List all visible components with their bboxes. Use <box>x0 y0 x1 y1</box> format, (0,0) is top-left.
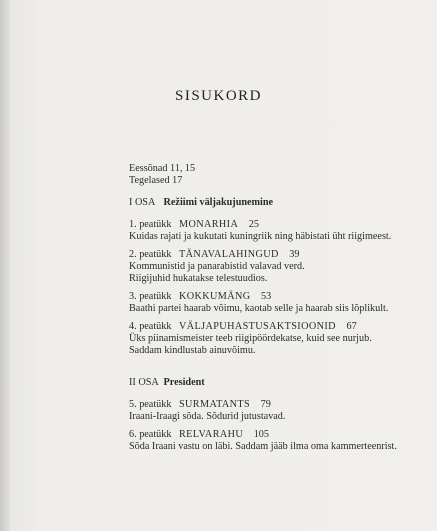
chapter-title: VÄLJAPUHASTUSAKTSIOONID <box>178 321 336 332</box>
chapter-page: 25 <box>248 219 259 230</box>
chapter-title: RELVARAHU <box>178 429 244 440</box>
chapter-title: MONARHIA <box>178 219 239 230</box>
front-matter-label: Eessõnad <box>129 163 168 174</box>
book-gutter <box>0 0 10 531</box>
chapter-page: 39 <box>289 249 300 260</box>
part-label: I OSA <box>129 197 156 208</box>
chapter-description: Saddam kindlustab ainuvõimu. <box>129 345 256 356</box>
front-matter-pages: 17 <box>172 175 183 186</box>
chapter-description: Iraani-Iraagi sõda. Sõdurid jutustavad. <box>129 411 286 422</box>
front-matter-item <box>129 175 419 187</box>
table-of-contents <box>129 163 419 453</box>
chapter-description: Kuidas rajati ja kukutati kuningriik ning häbistati üht riigimeest. <box>129 231 392 242</box>
chapter-number: 4. peatükk <box>129 321 172 332</box>
chapter-number: 1. peatükk <box>129 219 172 230</box>
chapter-heading <box>129 321 419 333</box>
chapter-heading <box>129 219 419 231</box>
chapter-page: 53 <box>261 291 272 302</box>
part-label: II OSA <box>129 377 159 388</box>
part-heading <box>129 197 419 209</box>
chapter-number: 5. peatükk <box>129 399 172 410</box>
chapter-description: Baathi partei haarab võimu, kaotab selle ja haarab siis lõplikult. <box>129 303 389 314</box>
chapter-heading <box>129 429 419 441</box>
chapter-description: Sõda Iraani vastu on läbi. Saddam jääb ilma oma kammerteenrist. <box>129 441 397 452</box>
front-matter-pages: 11, 15 <box>170 163 196 174</box>
chapter-description: Kommunistid ja panarabistid valavad verd. <box>129 261 305 272</box>
chapter-title: SURMATANTS <box>178 399 251 410</box>
chapter-number: 3. peatükk <box>129 291 172 302</box>
chapter-title: TÄNAVALAHINGUD <box>178 249 279 260</box>
chapter-description: Riigijuhid hukatakse telestuudios. <box>129 273 268 284</box>
front-matter-label: Tegelased <box>129 175 170 186</box>
part-title: Režiimi väljakujunemine <box>163 197 274 208</box>
chapter-page: 105 <box>253 429 269 440</box>
chapter-number: 2. peatükk <box>129 249 172 260</box>
chapter-heading <box>129 399 419 411</box>
chapter-page: 79 <box>260 399 271 410</box>
chapter-page: 67 <box>346 321 357 332</box>
part-heading <box>129 377 419 389</box>
chapter-title: KOKKUMÄNG <box>178 291 251 302</box>
page-title: SISUKORD <box>174 88 262 104</box>
chapter-heading <box>129 291 419 303</box>
front-matter-item <box>129 163 419 175</box>
chapter-number: 6. peatükk <box>129 429 172 440</box>
chapter-description: Üks piinamismeister teeb riigipöördekatse, kuid see nurjub. <box>129 333 372 344</box>
chapter-heading <box>129 249 419 261</box>
part-title: President <box>163 377 205 388</box>
